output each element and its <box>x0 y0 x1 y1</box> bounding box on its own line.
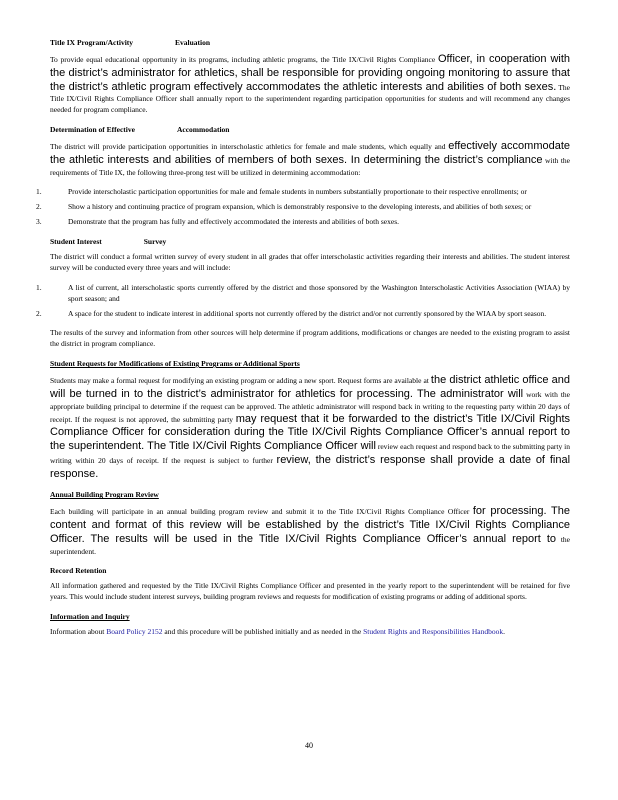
list-number: 1. <box>36 282 42 292</box>
list-number: 1. <box>36 187 42 197</box>
section-heading-determination <box>50 125 570 134</box>
list-text: Show a history and continuing practice of program expansion, which is demonstrably responsive to the developing interests, and abilities of both sexes; or <box>68 202 532 212</box>
paragraph-record-retention: All information gathered and requested by the Title IX/Civil Rights Compliance Officer and presented in the yearly report to the superintendent will be retained for five years. This would include student interest surveys, building program reviews and requests for modification of existing programs or adding of additional sports. <box>50 581 570 602</box>
heading-part: Student Interest <box>50 237 102 246</box>
document-page <box>36 38 571 647</box>
paragraph-survey-results: The results of the survey and information from other sources will help determine if program additions, modifications or changes are needed to the existing program to assist the district in program compliance. <box>50 328 570 349</box>
list-number: 2. <box>36 308 42 318</box>
paragraph-title-ix <box>50 53 570 116</box>
text-run: effectively accommodate the athletic interests and abilities of members of both sexes. In determining the district’s compliance <box>50 140 571 166</box>
text-run: the district athletic office and will be turned in to the district’s administrator for athletics for processing. The administrator will <box>50 374 571 400</box>
section-heading-information: Information and Inquiry <box>50 612 130 622</box>
survey-list <box>36 282 570 320</box>
text-run: Officer, in cooperation with the district’s administrator for athletics, shall be responsible for providing ongoing monitoring to assure that the district’s athletic program effectively accommodates the athletic interests and abilities of both sexes. <box>50 53 571 93</box>
section-heading-annual-review: Annual Building Program Review <box>50 490 159 500</box>
list-text: Demonstrate that the program has fully and effectively accommodated the interests and abilities of both sexes. <box>68 217 400 227</box>
text-run: review, the district’s response shall provide a date of final response. <box>50 453 571 480</box>
section-heading-record-retention: Record Retention <box>50 566 107 576</box>
text-run: To provide equal educational opportunity in its programs, including athletic programs, the Title IX/Civil Rights Compliance <box>50 55 436 64</box>
text-run: work with the appropriate building principal to determine if the request can be approved. The athletic administrator will respond back in writing to the requesting party within 20 days of receipt. If the request is not approved, the submitting party <box>50 389 570 424</box>
section-heading-requests: Student Requests for Modifications of Existing Programs or Additional Sports <box>50 359 300 369</box>
text-run: Students may make a formal request for modifying an existing program or adding a new sport. Request forms are available at <box>50 376 429 386</box>
text-run: with the requirements of Title IX, the following three-prong test will be utilized in determining accommodation: <box>50 155 570 177</box>
text-run: Information about <box>50 627 107 637</box>
heading-part: Determination of Effective <box>50 125 135 134</box>
list-item <box>36 202 570 213</box>
list-number: 3. <box>36 217 42 227</box>
section-heading-title-ix <box>50 38 570 47</box>
board-policy-link[interactable]: Board Policy 2152 <box>106 627 163 637</box>
text-run: the superintendent. <box>50 534 571 556</box>
list-item <box>36 217 570 228</box>
list-text: A list of current, all interscholastic sports currently offered by the district and those sponsored by the Washington Interscholastic Activities Association (WIAA) by sport season; and <box>68 282 570 303</box>
text-run: for processing. The content and format of this review will be established by the district’s Title IX/Civil Rights Compliance Officer. The results will be used in the Title IX/Civil Rights Compliance Officer’s annual report to <box>50 505 570 545</box>
paragraph-information <box>50 627 570 638</box>
text-run: may request that it be forwarded to the district’s Title IX/Civil Rights Compliance Officer for consideration during the Title IX/Civil Rights Compliance Officer’s annual report to the superintendent. The Title IX/Civil Rights Compliance Officer will <box>50 412 571 452</box>
text-run: and this procedure will be published initially and as needed in the <box>162 627 364 637</box>
list-item <box>36 282 570 305</box>
list-number: 2. <box>36 202 42 212</box>
paragraph-determination <box>50 140 570 178</box>
text-run: The district will provide participation opportunities in interscholastic athletics for female and male students, which equally and <box>50 142 446 151</box>
page-number: 40 <box>305 741 313 750</box>
paragraph-survey: The district will conduct a formal written survey of every student in all grades that offer interscholastic activities regarding their interests and abilities. The student interest survey will be conducted every three years and will include: <box>50 252 570 272</box>
determination-list <box>36 187 570 228</box>
text-run: The Title IX/Civil Rights Compliance Officer shall annually report to the superintendent regarding participation opportunities for students and will recommend any changes needed for program compliance. <box>50 82 570 115</box>
heading-part: Survey <box>143 237 167 246</box>
paragraph-annual-review <box>50 505 570 557</box>
list-item <box>36 308 570 320</box>
heading-part: Evaluation <box>175 38 211 47</box>
list-item <box>36 187 570 198</box>
text-run: review each request and respond back to the submitting party in writing within 20 days of receipt. If the request is subject to further <box>50 442 571 465</box>
text-run: . <box>503 627 505 637</box>
list-text: A space for the student to indicate interest in additional sports not currently offered by the district and/or not currently sponsored by the WIAA by sport season. <box>68 308 547 318</box>
text-run: Each building will participate in an annual building program review and submit it to the Title IX/Civil Rights Compliance Officer <box>50 507 470 517</box>
list-text: Provide interscholastic participation opportunities for male and female students in numbers substantially proportionate to their respective enrollments; or <box>68 187 527 197</box>
heading-part: Accommodation <box>176 125 230 134</box>
heading-part: Title IX Program/Activity <box>50 38 134 47</box>
paragraph-requests <box>50 374 570 481</box>
section-heading-survey <box>50 237 570 246</box>
handbook-link[interactable]: Student Rights and Responsibilities Handbook <box>363 627 504 637</box>
